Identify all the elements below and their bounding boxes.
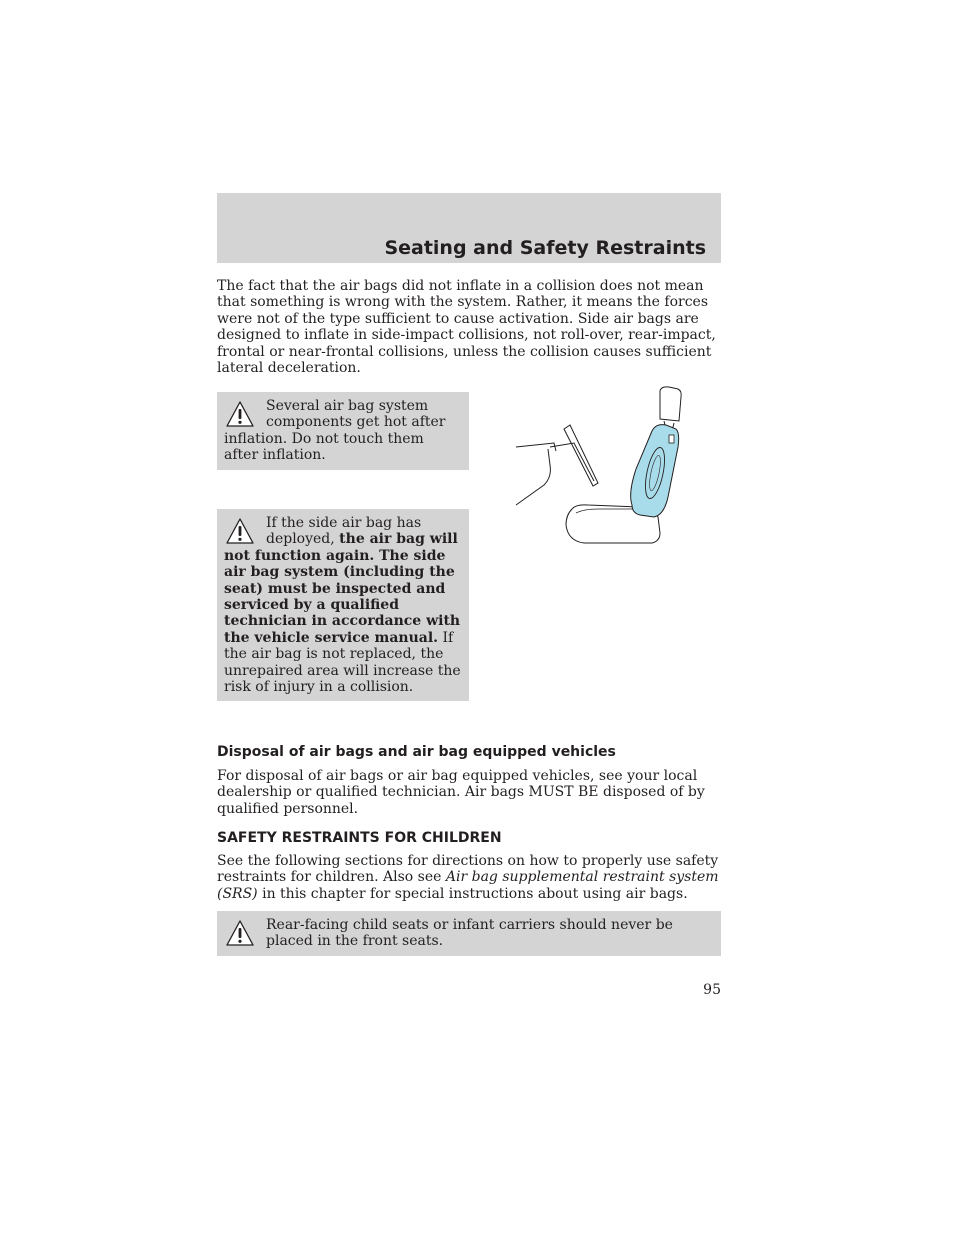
children-paragraph bbox=[217, 853, 723, 902]
children-text-before: See the following sections for directions on how to properly use safety restraints for children. Also see bbox=[217, 853, 719, 886]
warning-triangle-icon bbox=[225, 517, 255, 545]
seat-side-airbag-illustration bbox=[514, 385, 694, 550]
children-heading: SAFETY RESTRAINTS FOR CHILDREN bbox=[217, 830, 502, 846]
intro-paragraph: The fact that the air bags did not inflate in a collision does not mean that something is wrong with the system. Rather, it means the forces were not of the type sufficient to cause activation. Side air bags are designed to inflate in side-impact collisions, not roll-over, rear-impact, frontal or near-frontal collisions, unless the collision causes sufficient lateral deceleration. bbox=[217, 278, 716, 377]
warning-lead-text: If the side air bag has deployed, bbox=[266, 515, 422, 548]
warning-box-hot-components bbox=[217, 392, 469, 470]
warning-text: Rear-facing child seats or infant carriers should never be placed in the front seats. bbox=[266, 917, 673, 950]
warning-text: Several air bag system components get hot after inflation. Do not touch them after inflation. bbox=[224, 398, 446, 464]
page-number: 95 bbox=[703, 982, 721, 998]
page-title: Seating and Safety Restraints bbox=[384, 237, 706, 259]
warning-triangle-icon bbox=[225, 400, 255, 428]
disposal-paragraph: For disposal of air bags or air bag equipped vehicles, see your local dealership or qualified technician. Air bags MUST BE disposed of by qualified personnel. bbox=[217, 768, 705, 817]
warning-box-rear-facing bbox=[217, 911, 721, 956]
children-text-after: in this chapter for special instructions about using air bags. bbox=[257, 885, 688, 902]
header-band bbox=[217, 193, 721, 263]
warning-triangle-icon bbox=[225, 919, 255, 947]
warning-box-side-airbag bbox=[217, 509, 469, 701]
srs-reference: Air bag supplemental restraint system (SRS) bbox=[217, 869, 719, 902]
warning-tail-text: If the air bag is not replaced, the unrepaired area will increase the risk of injury in a collision. bbox=[224, 629, 461, 696]
warning-bold-text: the air bag will not function again. The side air bag system (including the seat) must be inspected and serviced by a qualified technician in accordance with the vehicle service manual. bbox=[224, 531, 461, 646]
disposal-heading: Disposal of air bags and air bag equipped vehicles bbox=[217, 744, 616, 760]
